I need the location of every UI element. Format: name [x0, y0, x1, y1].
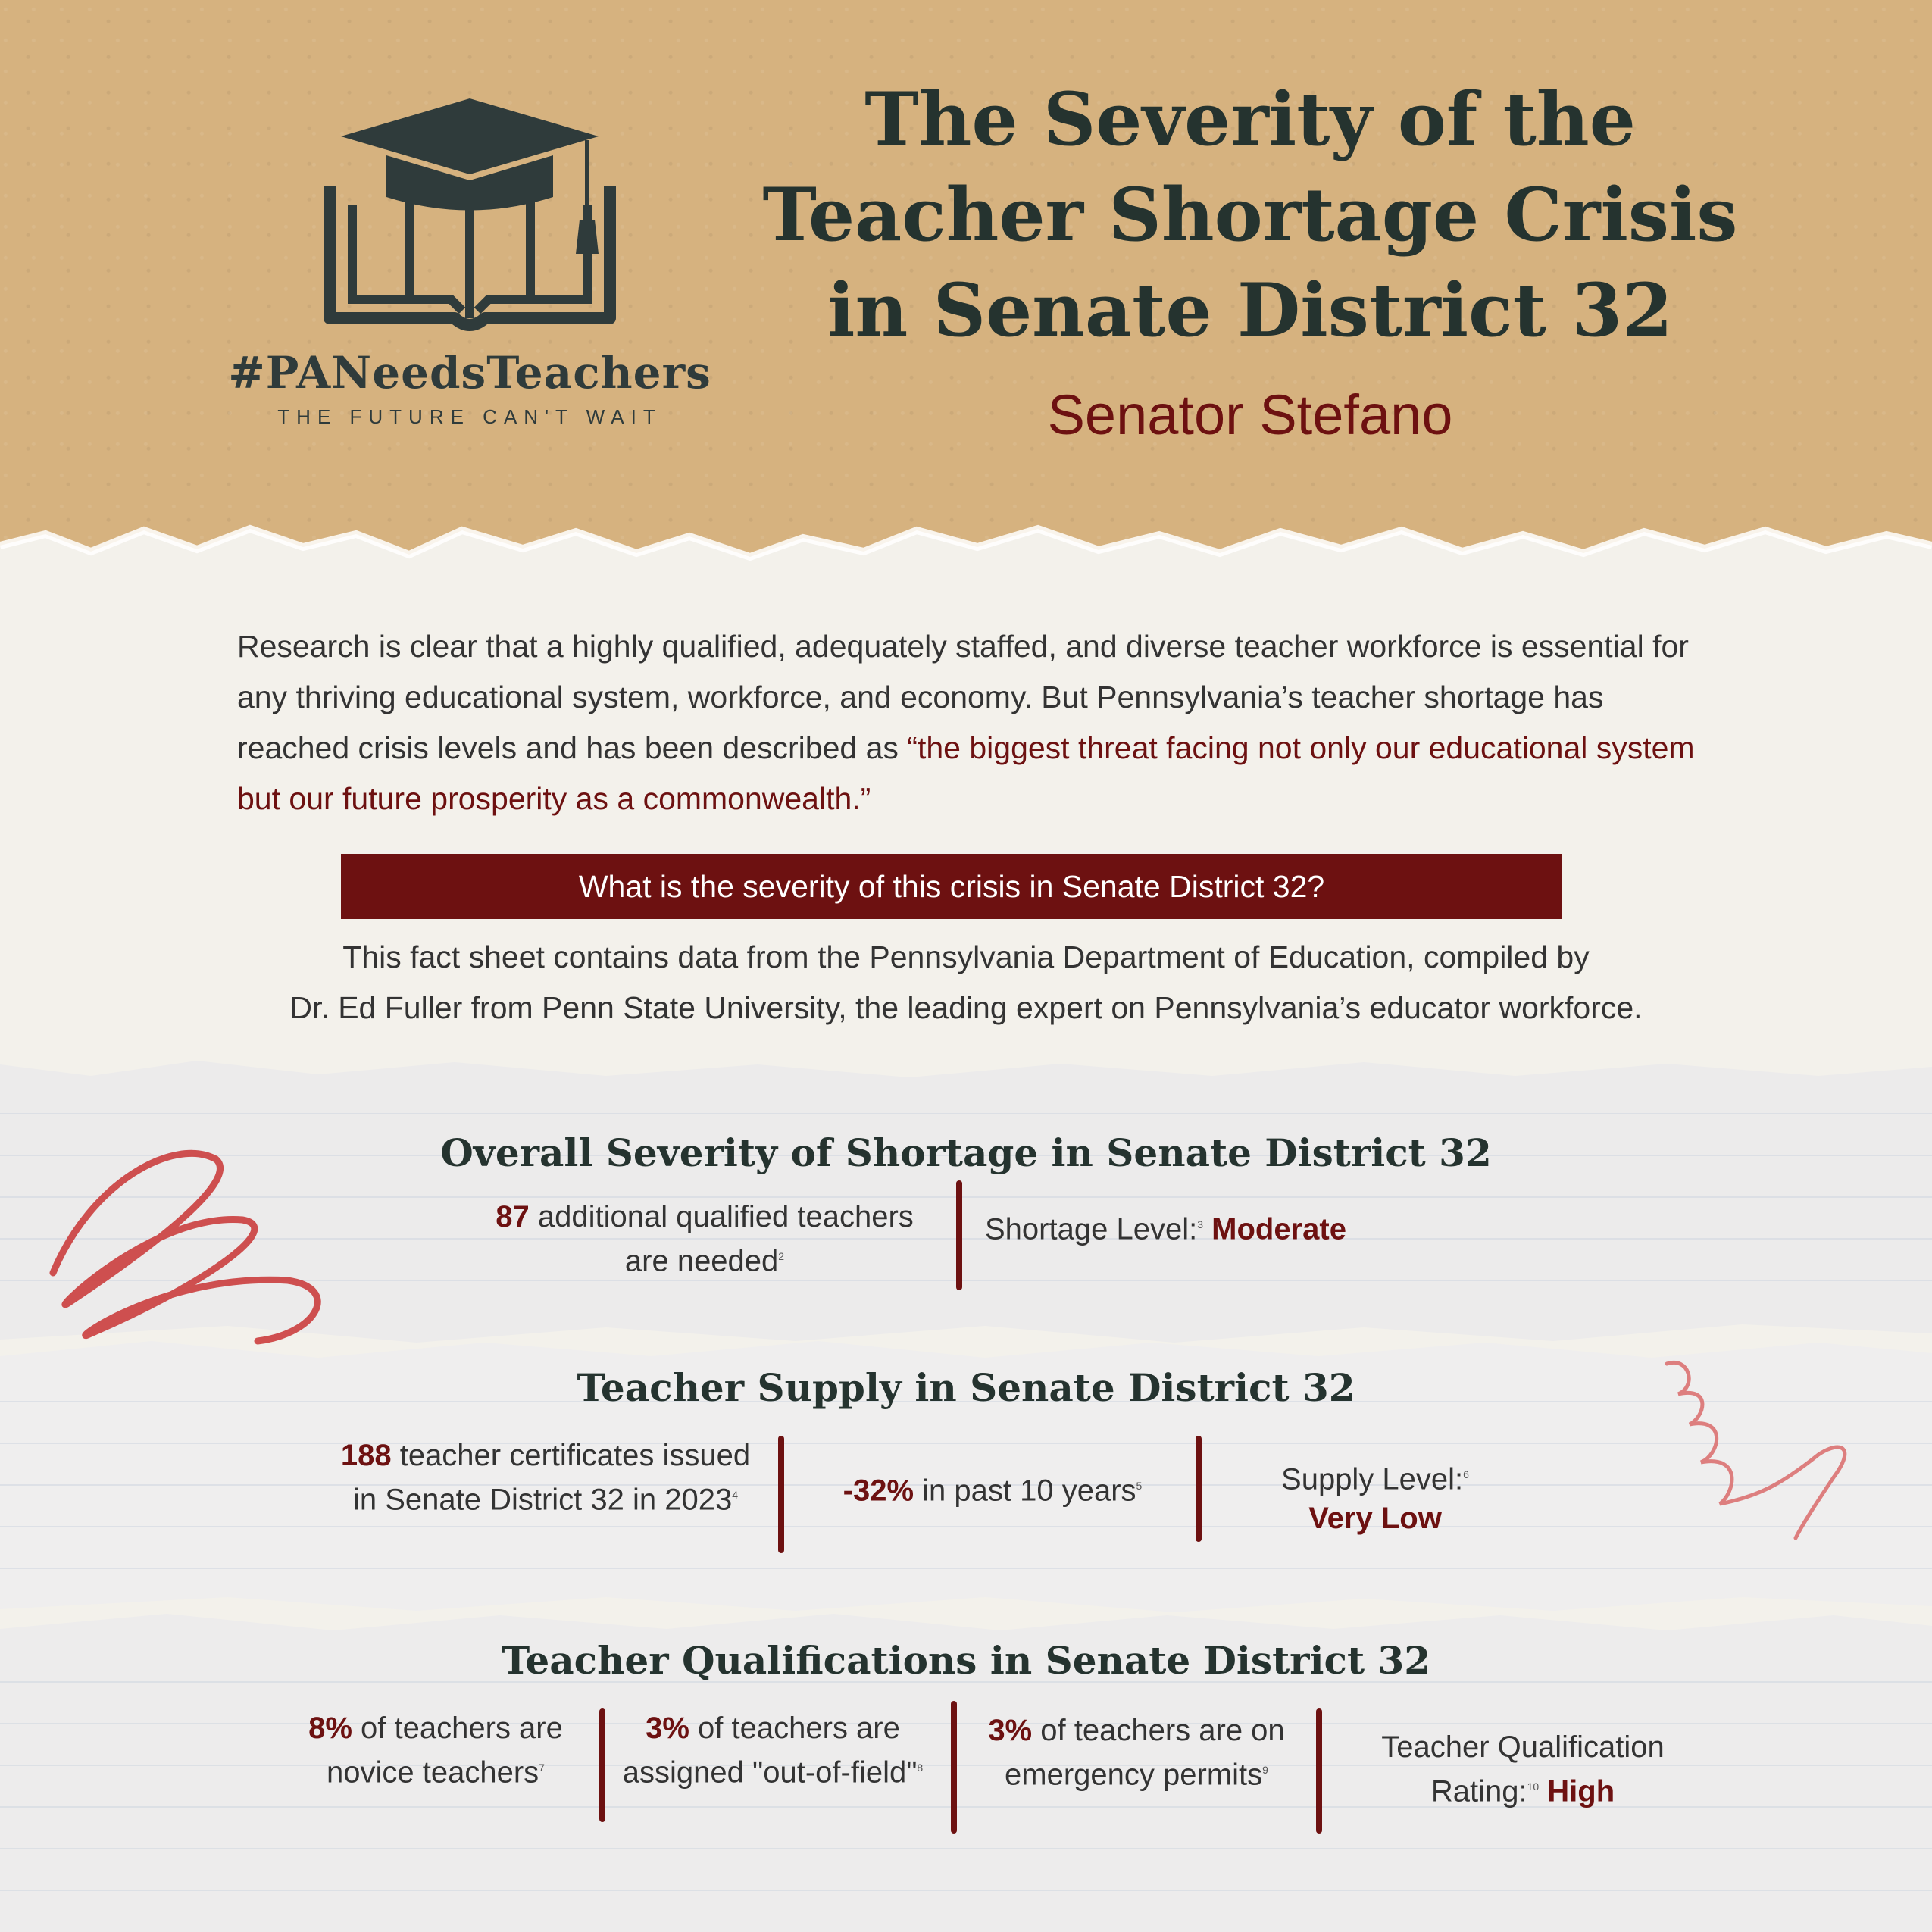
stat-value: Moderate [1211, 1212, 1346, 1246]
footnote-ref: 5 [1136, 1480, 1143, 1492]
stat-ten-year-change [811, 1466, 1174, 1510]
stat-label: Shortage Level: [985, 1212, 1198, 1246]
source-note [152, 932, 1780, 1033]
stat-text: additional qualified teachers are needed [537, 1200, 914, 1278]
paper-strip-1 [0, 1061, 1932, 1343]
intro-paragraph [237, 621, 1699, 824]
stat-value: Very Low [1308, 1502, 1442, 1536]
stat-divider [1316, 1708, 1322, 1834]
stat-shortage-level [985, 1205, 1409, 1249]
question-banner: What is the severity of this crisis in Senate District 32? [341, 854, 1562, 919]
stat-value: -32% [843, 1474, 914, 1508]
intro-quote: “the biggest threat facing not only our educational system but our future prosperity as a commonwealth.” [237, 730, 1695, 816]
stat-text: of teachers are assigned "out-of-field" [622, 1712, 918, 1790]
stat-value: 188 [340, 1439, 392, 1472]
stat-divider [956, 1180, 962, 1290]
campaign-hashtag: #PANeedsTeachers [228, 347, 711, 399]
stat-text: teacher certificates issued in Senate District 32 in 2023 [352, 1439, 751, 1517]
stat-divider [1196, 1436, 1202, 1542]
stat-value: 87 [496, 1200, 530, 1233]
stat-additional-teachers [492, 1197, 917, 1280]
footnote-ref: 2 [778, 1250, 785, 1262]
footnote-ref: 10 [1527, 1780, 1540, 1793]
stat-out-of-field [621, 1708, 924, 1792]
intro-text: Research is clear that a highly qualified, adequately staffed, and diverse teacher workforce is essential for any thriving educational system, workforce, and economy. But Pennsylvania’s teacher shortage has reached crisis levels and has been described as [237, 629, 1689, 765]
stat-value: 3% [646, 1712, 689, 1745]
footnote-ref: 6 [1463, 1468, 1469, 1480]
section-heading-qualifications: Teacher Qualifications in Senate District 32 [501, 1638, 1431, 1683]
stat-text: of teachers are on emergency permits [1005, 1714, 1285, 1792]
title-line-2: Teacher Shortage Crisis [762, 172, 1738, 258]
footnote-ref: 9 [1262, 1764, 1268, 1776]
source-line-2: Dr. Ed Fuller from Penn State University, the leading expert on Pennsylvania’s educator workforce. [289, 990, 1643, 1025]
title-line-3: in Senate District 32 [827, 267, 1673, 353]
stat-value: High [1547, 1774, 1615, 1809]
footnote-ref: 7 [539, 1762, 545, 1774]
stat-text: in past 10 years [922, 1474, 1136, 1508]
stat-qualification-rating [1349, 1727, 1697, 1811]
stat-label: Supply Level: [1281, 1462, 1464, 1496]
page-title [758, 72, 1743, 358]
stat-certificates-issued [333, 1436, 758, 1519]
stat-supply-level [1227, 1455, 1523, 1538]
source-line-1: This fact sheet contains data from the Pennsylvania Department of Education, compiled by [342, 939, 1590, 974]
section-heading-overall: Overall Severity of Shortage in Senate District 32 [440, 1130, 1492, 1175]
senator-name: Senator Stefano [1047, 383, 1453, 446]
footnote-ref: 3 [1197, 1218, 1203, 1230]
footnote-ref: 8 [917, 1762, 924, 1774]
stat-value: 8% [308, 1712, 352, 1745]
stat-divider [778, 1436, 784, 1553]
title-line-1: The Severity of the [864, 77, 1636, 162]
stat-text: of teachers are novice teachers [327, 1712, 563, 1790]
stat-divider [951, 1701, 957, 1834]
stat-novice-teachers [303, 1708, 568, 1792]
stat-value: 3% [988, 1714, 1033, 1747]
campaign-tagline: THE FUTURE CAN'T WAIT [277, 405, 662, 428]
section-heading-supply: Teacher Supply in Senate District 32 [577, 1365, 1355, 1410]
footnote-ref: 4 [732, 1489, 739, 1501]
stat-emergency-permits [985, 1711, 1288, 1794]
stat-label: Teacher Qualification Rating: [1381, 1730, 1665, 1809]
stat-divider [599, 1708, 605, 1822]
